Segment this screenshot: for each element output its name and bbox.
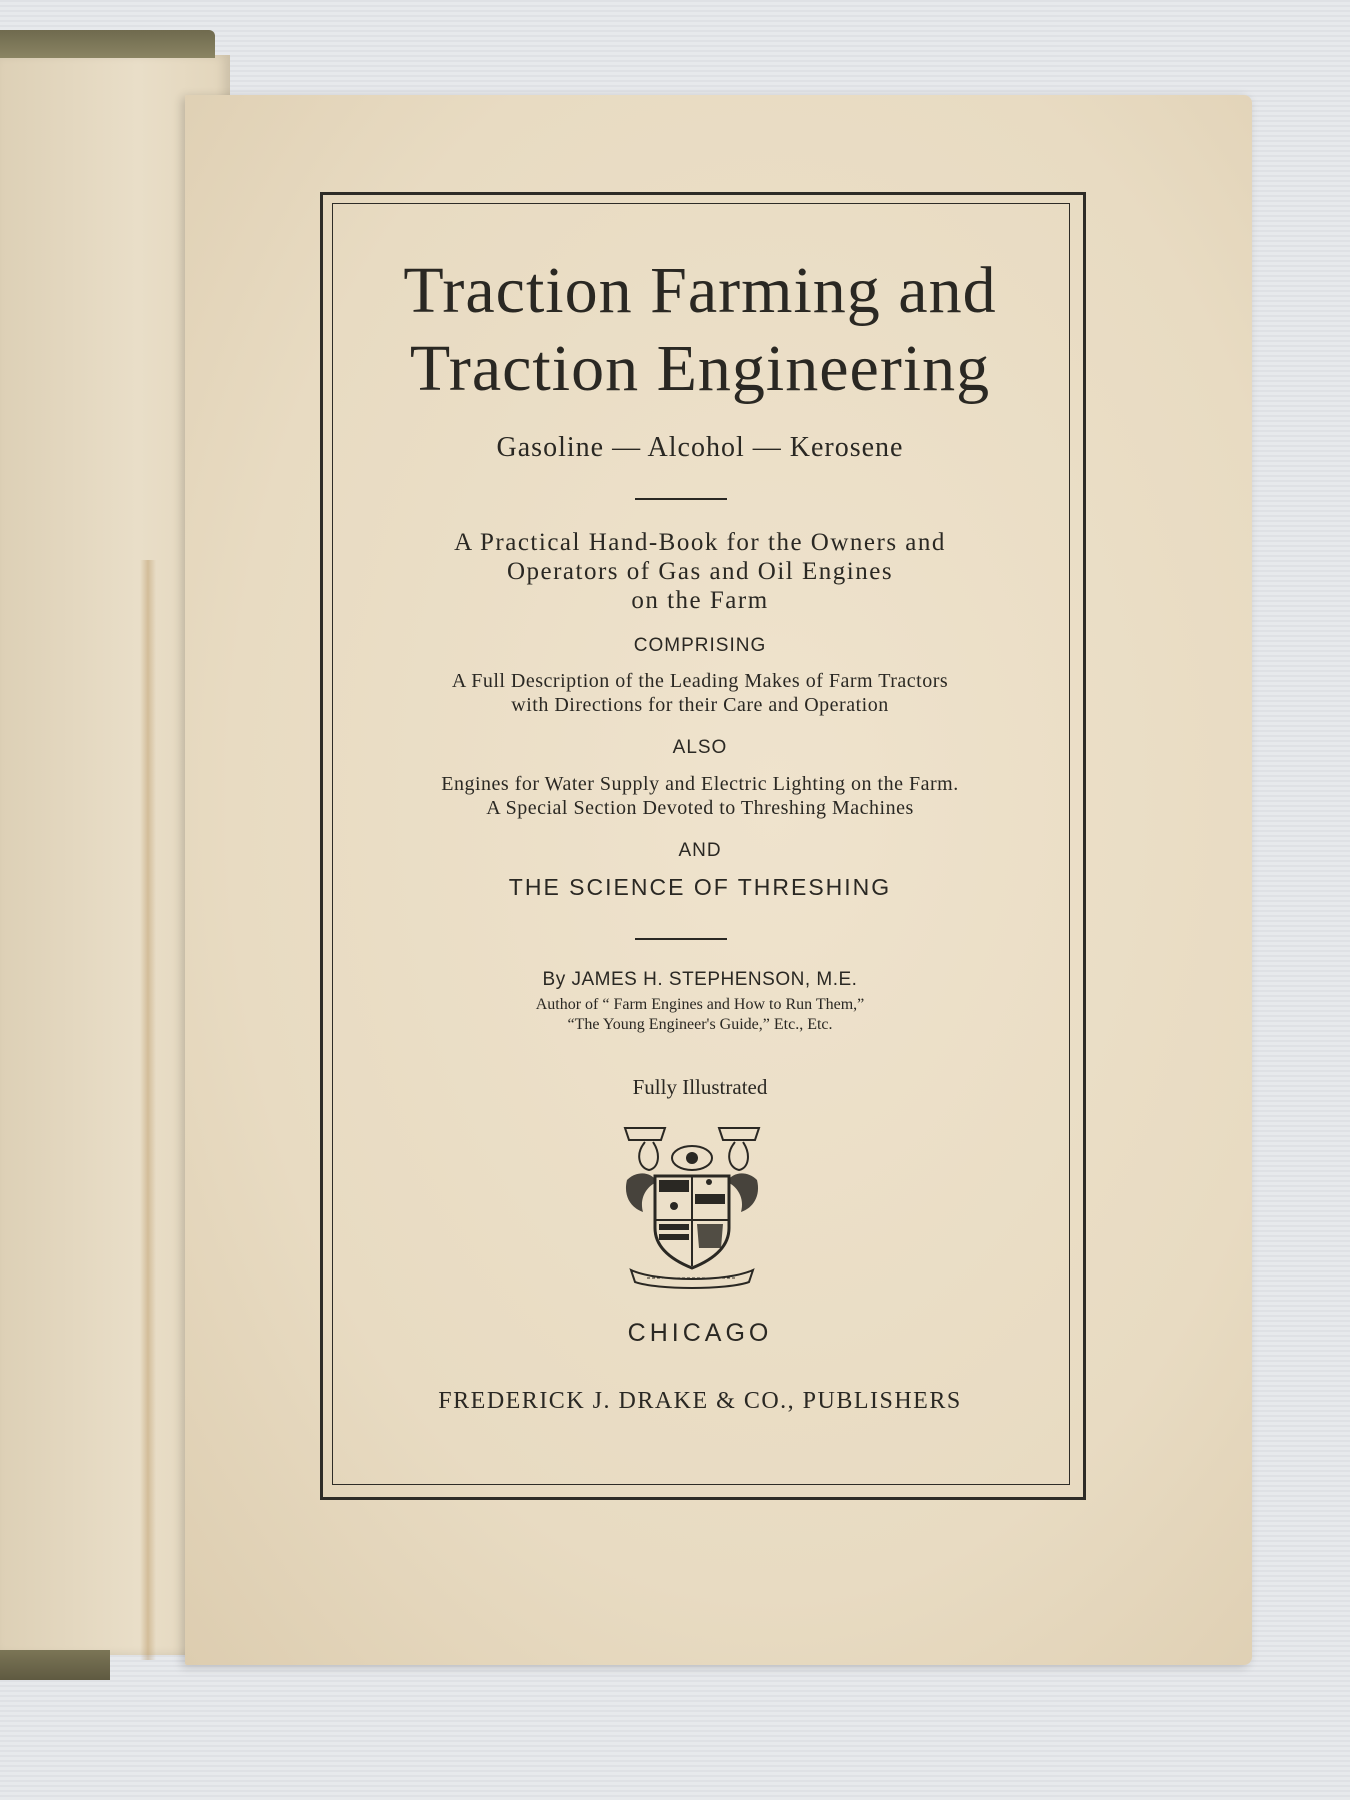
divider-rule-2 [635,938,727,940]
author-works-line-2: “The Young Engineer's Guide,” Etc., Etc. [567,1016,833,1033]
science-of-threshing: THE SCIENCE OF THRESHING [508,874,892,900]
publisher-name: FREDERICK J. DRAKE & CO., PUBLISHERS [438,1388,962,1414]
description-line-1: A Practical Hand-Book for the Owners and [454,529,946,556]
publication-city: CHICAGO [627,1319,773,1347]
publisher-crest-icon [617,1120,767,1290]
title-page-content [332,203,1068,1483]
and-heading: AND [678,840,722,861]
comprising-line-2: with Directions for their Care and Operation [511,694,889,716]
cover-cloth-top [0,30,215,58]
comprising-line-1: A Full Description of the Leading Makes of Farm Tractors [451,670,949,692]
description-line-2: Operators of Gas and Oil Engines [506,558,894,585]
book-title-line-1: Traction Farming and [403,254,997,327]
fully-illustrated: Fully Illustrated [632,1075,768,1099]
fuel-types: Gasoline — Alcohol — Kerosene [496,432,904,463]
book-title-line-2: Traction Engineering [409,332,991,405]
description-line-3: on the Farm [631,587,769,614]
divider-rule-1 [635,498,727,500]
also-line-2: A Special Section Devoted to Threshing Machines [486,797,914,819]
author-name: By JAMES H. STEPHENSON, M.E. [542,969,858,990]
cover-cloth-bottom [0,1650,110,1680]
spine-stain [140,560,156,1660]
author-works-line-1: Author of “ Farm Engines and How to Run Them,” [535,996,865,1013]
also-heading: ALSO [672,737,728,758]
comprising-heading: COMPRISING [633,635,767,656]
also-line-1: Engines for Water Supply and Electric Lighting on the Farm. [441,773,959,795]
